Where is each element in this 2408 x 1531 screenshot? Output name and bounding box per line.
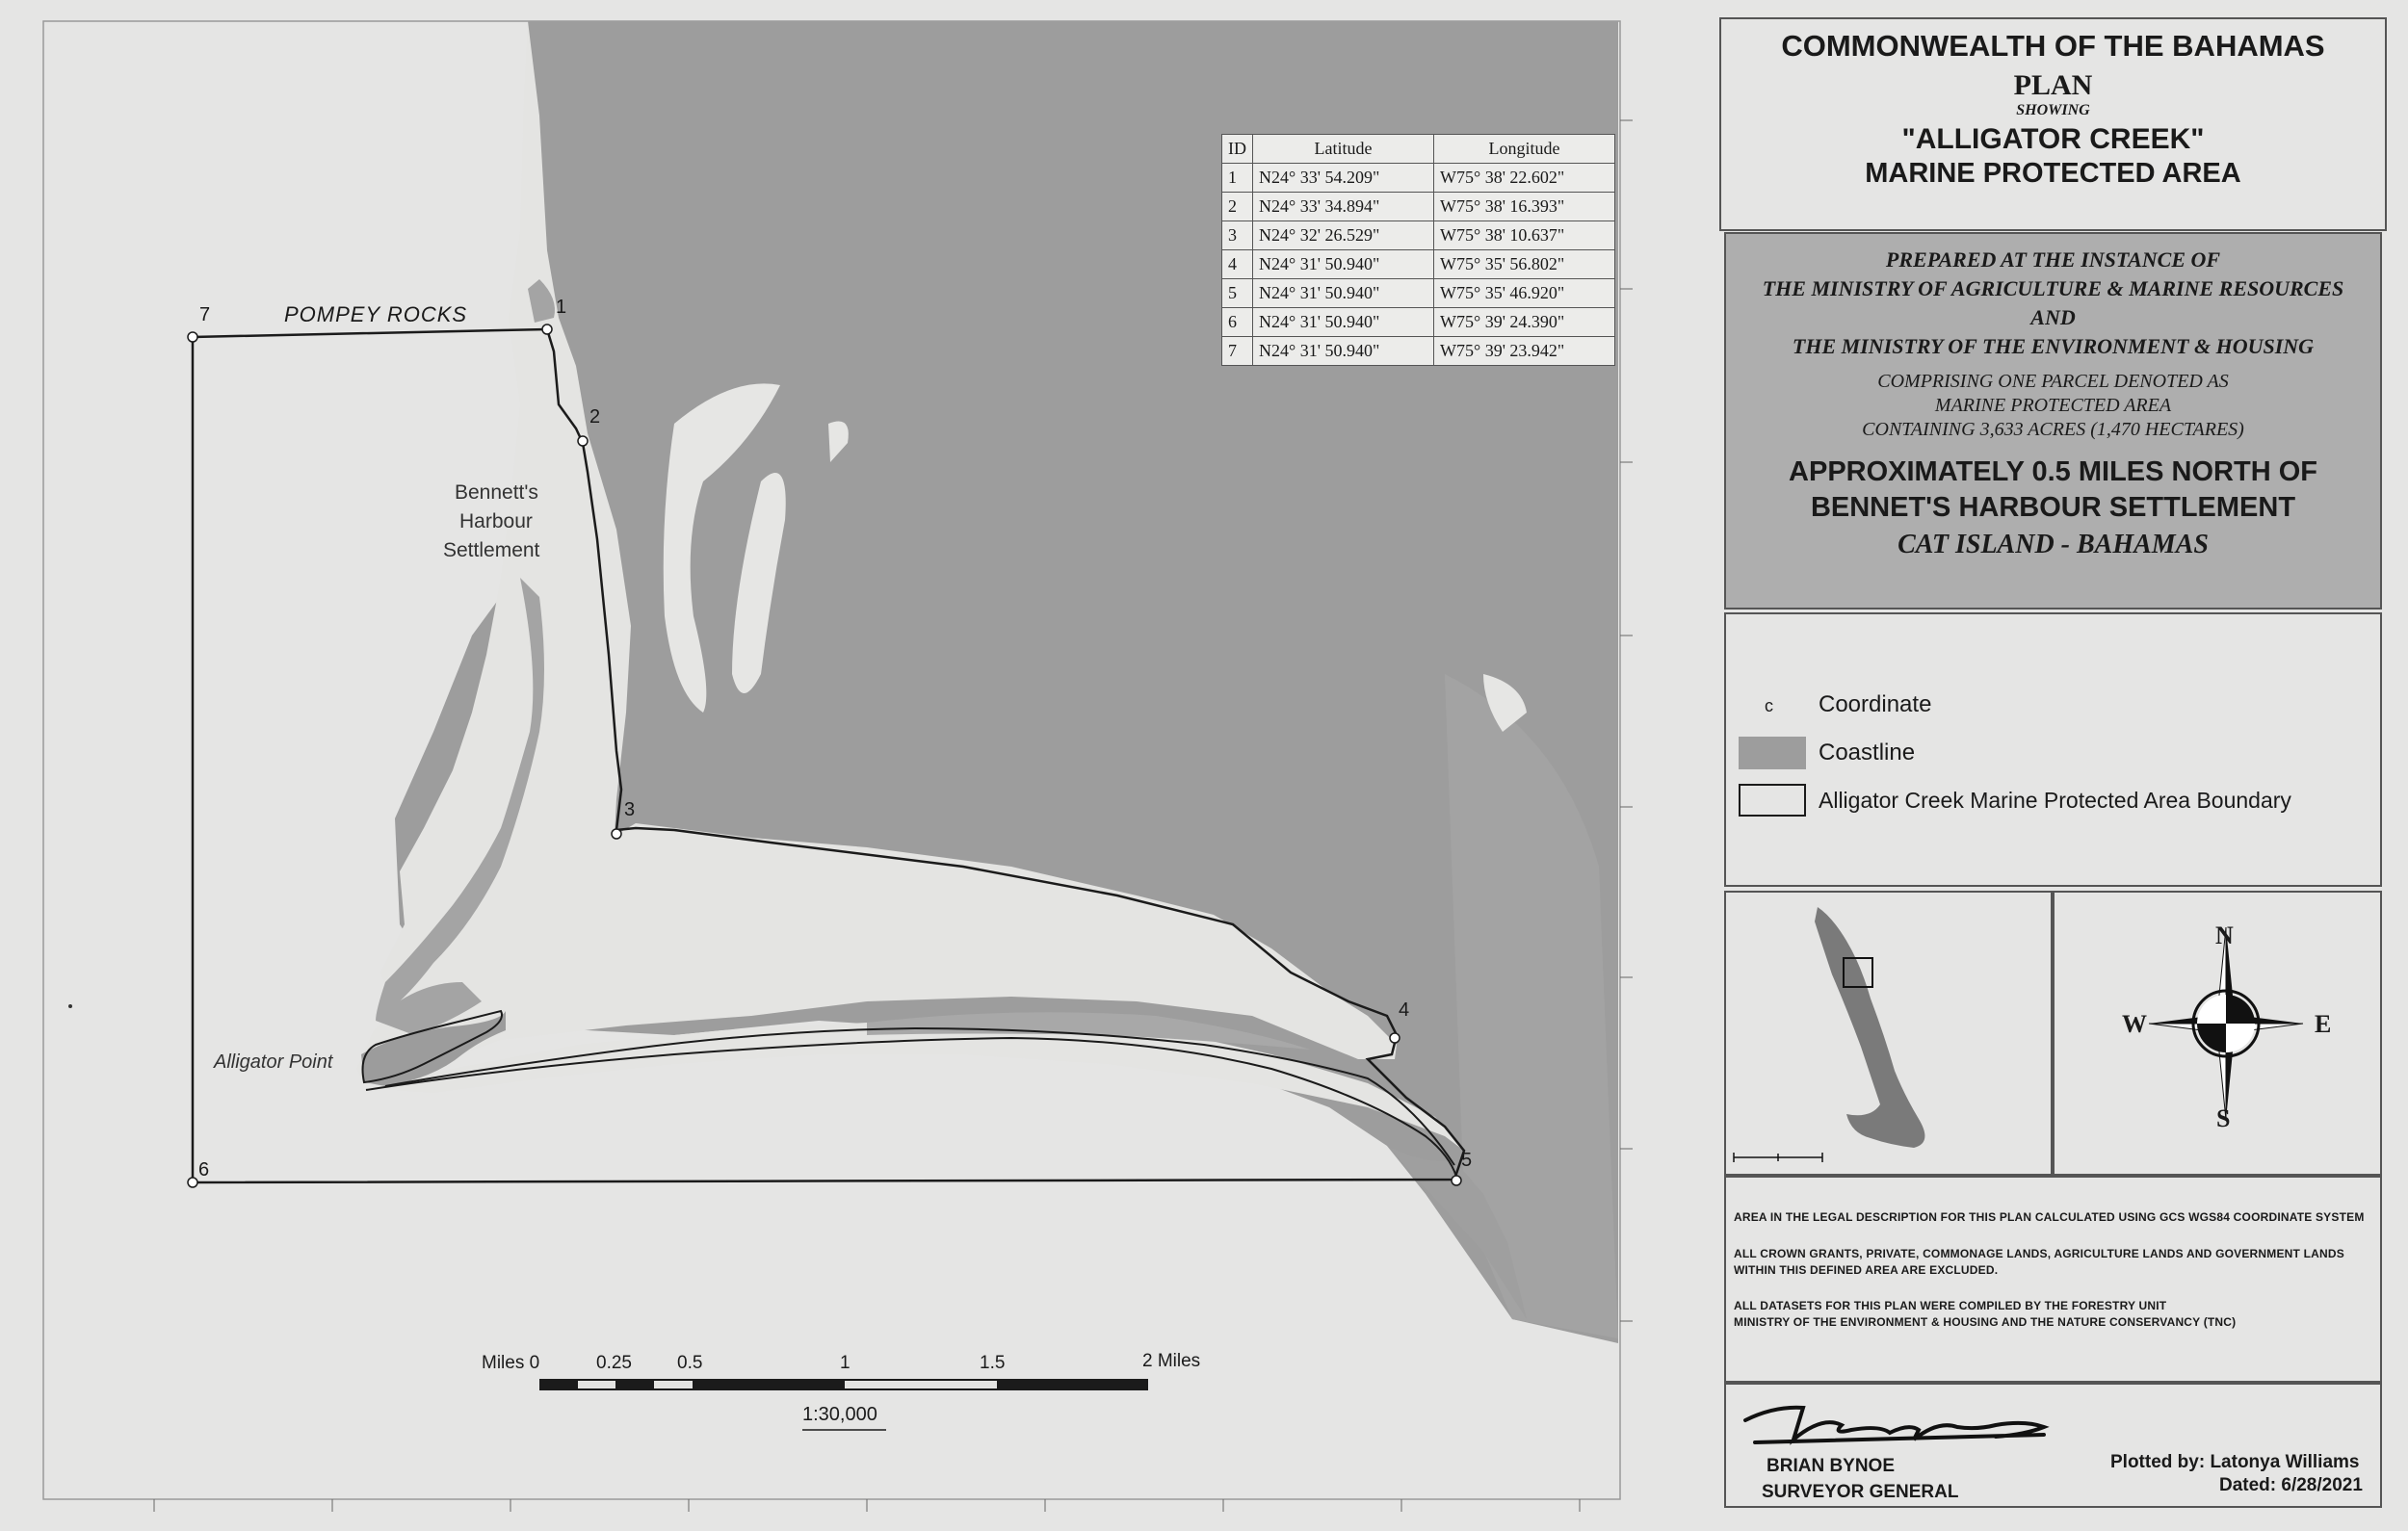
scale-label-1: 1 xyxy=(840,1353,851,1373)
note-2b: WITHIN THIS DEFINED AREA ARE EXCLUDED. xyxy=(1734,1263,1999,1277)
table-cell: 5 xyxy=(1222,279,1253,308)
vertex-6 xyxy=(188,1178,197,1187)
north-arrow-panel xyxy=(2053,891,2382,1176)
stray-dot xyxy=(68,1004,72,1008)
table-cell: N24° 31' 50.940" xyxy=(1253,308,1434,337)
prepared-line-4: THE MINISTRY OF THE ENVIRONMENT & HOUSING xyxy=(1792,334,2315,358)
table-cell: W75° 38' 10.637" xyxy=(1434,221,1615,250)
inset-scale xyxy=(1734,1153,1822,1162)
alligator-point-label: Alligator Point xyxy=(214,1051,333,1073)
table-row xyxy=(1222,279,1615,308)
title-block xyxy=(1719,17,2387,231)
table-row xyxy=(1222,337,1615,366)
compass-south: S xyxy=(2216,1104,2231,1132)
table-row xyxy=(1222,164,1615,193)
signature-image xyxy=(1736,1387,2063,1464)
table-row xyxy=(1222,221,1615,250)
notes-block xyxy=(1724,1176,2382,1383)
prepared-block xyxy=(1724,232,2382,610)
table-cell: N24° 32' 26.529" xyxy=(1253,221,1434,250)
note-2a: ALL CROWN GRANTS, PRIVATE, COMMONAGE LANDS, AGRICULTURE LANDS AND GOVERNMENT LANDS xyxy=(1734,1247,2344,1260)
table-cell: 2 xyxy=(1222,193,1253,221)
legend-coordinate-icon: c xyxy=(1765,696,1773,715)
table-cell: N24° 33' 54.209" xyxy=(1253,164,1434,193)
point-label-5: 5 xyxy=(1461,1150,1473,1171)
settlement-label-2: Harbour xyxy=(459,510,533,532)
table-cell: 7 xyxy=(1222,337,1253,366)
title-plan: PLAN xyxy=(2013,69,2093,101)
pompey-rocks-label: POMPEY ROCKS xyxy=(284,302,468,326)
title-showing: SHOWING xyxy=(2016,102,2090,118)
table-cell: N24° 33' 34.894" xyxy=(1253,193,1434,221)
title-area-name: "ALLIGATOR CREEK" xyxy=(1901,123,2205,155)
surveyor-name: BRIAN BYNOE xyxy=(1767,1456,1896,1476)
scale-label-025: 0.25 xyxy=(596,1353,632,1373)
table-cell: N24° 31' 50.940" xyxy=(1253,337,1434,366)
vertex-2 xyxy=(578,436,588,446)
table-cell: W75° 35' 46.920" xyxy=(1434,279,1615,308)
point-label-6: 6 xyxy=(198,1159,210,1181)
scale-bar xyxy=(539,1379,1148,1390)
table-cell: W75° 38' 22.602" xyxy=(1434,164,1615,193)
table-cell: W75° 39' 23.942" xyxy=(1434,337,1615,366)
surveyor-title: SURVEYOR GENERAL xyxy=(1762,1482,1959,1502)
settlement-label-3: Settlement xyxy=(443,539,540,561)
vertex-4 xyxy=(1390,1033,1400,1043)
point-label-7: 7 xyxy=(199,304,211,325)
legend-boundary-label: Alligator Creek Marine Protected Area Boundary xyxy=(1819,788,2291,813)
table-row xyxy=(1222,250,1615,279)
compass-east: E xyxy=(2315,1010,2332,1038)
table-header-longitude: Longitude xyxy=(1434,135,1615,164)
inset-map-svg xyxy=(1726,893,2051,1174)
point-label-1: 1 xyxy=(556,297,567,318)
prepared-line-8: APPROXIMATELY 0.5 MILES NORTH OF xyxy=(1789,456,2317,487)
table-cell: W75° 38' 16.393" xyxy=(1434,193,1615,221)
plotted-by: Plotted by: Latonya Williams xyxy=(2110,1452,2360,1472)
table-cell: N24° 31' 50.940" xyxy=(1253,250,1434,279)
inset-map xyxy=(1724,891,2053,1176)
graticule-bottom xyxy=(154,1499,1580,1512)
prepared-line-10: CAT ISLAND - BAHAMAS xyxy=(1898,530,2209,559)
settlement-label-1: Bennett's xyxy=(455,481,538,504)
vertex-5 xyxy=(1452,1176,1461,1185)
table-header-row xyxy=(1222,135,1615,164)
prepared-line-3: AND xyxy=(2030,305,2076,329)
note-3b: MINISTRY OF THE ENVIRONMENT & HOUSING AND THE NATURE CONSERVANCY (TNC) xyxy=(1734,1315,2237,1329)
note-1: AREA IN THE LEGAL DESCRIPTION FOR THIS PLAN CALCULATED USING GCS WGS84 COORDINATE SYSTEM xyxy=(1734,1210,2365,1224)
legend-coastline-swatch xyxy=(1739,737,1806,769)
signature-block xyxy=(1724,1383,2382,1508)
table-cell: 4 xyxy=(1222,250,1253,279)
prepared-line-2: THE MINISTRY OF AGRICULTURE & MARINE RESOURCES xyxy=(1762,276,2344,300)
vertex-1 xyxy=(542,324,552,334)
scale-label-15: 1.5 xyxy=(980,1353,1006,1373)
prepared-line-1: PREPARED AT THE INSTANCE OF xyxy=(1885,247,2221,272)
table-cell: W75° 39' 24.390" xyxy=(1434,308,1615,337)
vertex-7 xyxy=(188,332,197,342)
title-area-type: MARINE PROTECTED AREA xyxy=(1865,158,2241,189)
point-label-3: 3 xyxy=(624,799,636,820)
prepared-line-9: BENNET'S HARBOUR SETTLEMENT xyxy=(1810,492,2296,523)
table-cell: W75° 35' 56.802" xyxy=(1434,250,1615,279)
vertex-3 xyxy=(612,829,621,839)
inset-island xyxy=(1815,907,1924,1148)
prepared-line-6: MARINE PROTECTED AREA xyxy=(1934,395,2172,416)
table-row xyxy=(1222,193,1615,221)
title-country: COMMONWEALTH OF THE BAHAMAS xyxy=(1781,29,2325,63)
prepared-line-7: CONTAINING 3,633 ACRES (1,470 HECTARES) xyxy=(1862,419,2244,440)
legend xyxy=(1724,612,2382,887)
legend-coastline-label: Coastline xyxy=(1819,740,1916,766)
compass-north: N xyxy=(2215,921,2234,949)
compass-west: W xyxy=(2122,1010,2147,1038)
scale-ratio: 1:30,000 xyxy=(802,1404,877,1425)
table-cell: 3 xyxy=(1222,221,1253,250)
point-label-4: 4 xyxy=(1399,999,1410,1021)
point-label-2: 2 xyxy=(589,406,601,428)
prepared-line-5: COMPRISING ONE PARCEL DENOTED AS xyxy=(1877,371,2229,392)
scale-label-2: 2 Miles xyxy=(1142,1351,1201,1371)
legend-boundary-swatch xyxy=(1739,784,1806,817)
table-cell: 6 xyxy=(1222,308,1253,337)
graticule-right xyxy=(1620,120,1633,1321)
table-cell: 1 xyxy=(1222,164,1253,193)
scale-label-0: Miles 0 xyxy=(482,1353,540,1373)
note-3a: ALL DATASETS FOR THIS PLAN WERE COMPILED BY THE FORESTRY UNIT xyxy=(1734,1299,2167,1312)
scale-label-05: 0.5 xyxy=(677,1353,703,1373)
table-row xyxy=(1222,308,1615,337)
legend-coordinate-label: Coordinate xyxy=(1819,691,1932,717)
table-cell: N24° 31' 50.940" xyxy=(1253,279,1434,308)
table-header-latitude: Latitude xyxy=(1253,135,1434,164)
table-header-id: ID xyxy=(1222,135,1253,164)
coordinate-table xyxy=(1221,134,1615,366)
plot-date: Dated: 6/28/2021 xyxy=(2219,1475,2363,1495)
